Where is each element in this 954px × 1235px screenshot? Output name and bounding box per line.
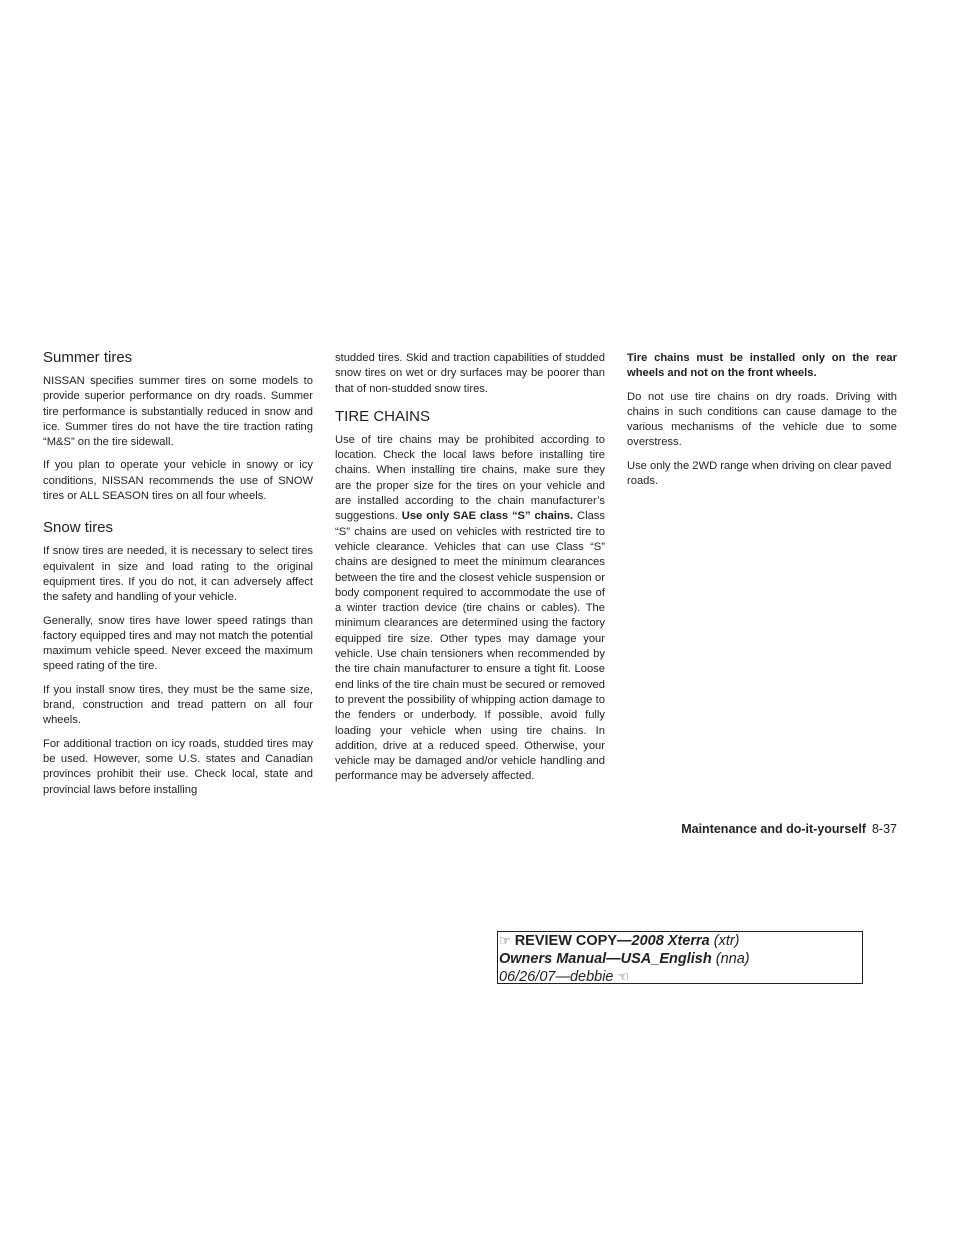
model-name: —2008 Xterra <box>617 933 710 949</box>
tire-chains-paragraph-2: Do not use tire chains on dry roads. Driving with chains in such conditions can cause damage to the various mechanisms of the vehicle due to some overstress. <box>627 390 897 449</box>
tire-chains-warning <box>627 351 897 382</box>
snow-tires-paragraph-3: If you install snow tires, they must be the same size, brand, construction and tread pattern on all four wheels. <box>43 683 313 727</box>
model-code: (xtr) <box>709 933 740 949</box>
manual-name: Owners Manual—USA_English <box>499 950 712 967</box>
tire-chains-text-b: Class “S” chains are used on vehicles with restricted tire to vehicle clearance. Vehicles that can use Class “S” chains are designed to meet the minimum clearances between the tire and the closest vehicle suspension or body component required to accommodate the use of a winter traction device (tire chains or cables). The minimum clearances are determined using the factory equipped tire size. Other types may damage your vehicle. Use chain tensioners when recommended by the tire chain manufacturer to ensure a tight fit. Loose end links of the tire chain must be secured or removed to prevent the possibility of whipping action damage to the fenders or underbody. If possible, avoid fully loading your vehicle when using tire chains. In addition, drive at a reduced speed. Otherwise, your vehicle may be damaged and/or vehicle handling and performance may be adversely affected. <box>335 510 605 783</box>
snow-tires-paragraph-4-continued: studded tires. Skid and traction capabilities of studded snow tires on wet or dry surfaces may be poorer than that of non-studded snow tires. <box>335 352 605 395</box>
review-copy-label: REVIEW COPY <box>514 933 618 949</box>
snow-tires-heading: Snow tires <box>43 519 114 537</box>
summer-tires-paragraph-2: If you plan to operate your vehicle in snowy or icy conditions, NISSAN recommends the use of SNOW tires or ALL SEASON tires on all four wheels. <box>43 459 313 503</box>
summer-tires-paragraph-1: NISSAN specifies summer tires on some models to provide superior performance on dry roads. Summer tire performance is substantially reduced in snow and ice. Summer tires do not have the tire traction rating “M&S” on the tire sidewall. <box>43 375 313 449</box>
pointing-hand-right-icon: ☞ <box>499 933 511 948</box>
summer-tires-heading: Summer tires <box>43 349 133 366</box>
pointing-hand-left-icon: ☜ <box>617 969 630 984</box>
tire-chains-paragraph-1 <box>335 433 605 785</box>
manual-code: (nna) <box>711 950 750 967</box>
snow-tires-paragraph-2: Generally, snow tires have lower speed ratings than factory equipped tires and may not match the potential maximum vehicle speed. Never exceed the maximum speed rating of the tire. <box>43 614 313 673</box>
review-line-2 <box>499 951 862 969</box>
page-number: 8-37 <box>871 822 897 836</box>
tire-chains-text-a: Use of tire chains may be prohibited according to location. Check the local laws before installing tire chains. When installing tire chains, make sure they are the proper size for the tires on your vehicle and are installed according to the chain manufacturer’s suggestions. <box>335 433 605 523</box>
column-1 <box>43 348 313 806</box>
snow-tires-paragraph-1: If snow tires are needed, it is necessary to select tires equivalent in size and load rating to the original equipment tires. If you do not, it can adversely affect the safety and handling of your vehicle. <box>43 545 313 604</box>
review-line-1 <box>499 932 862 951</box>
footer-section-title: Maintenance and do-it-yourself <box>681 822 866 836</box>
column-3 <box>627 348 897 497</box>
tire-chains-heading: TIRE CHAINS <box>335 407 431 425</box>
page-footer <box>627 822 897 836</box>
tire-chains-warning-text: Tire chains must be installed only on the rear wheels and not on the front wheels. <box>627 352 897 380</box>
snow-tires-paragraph-4: For additional traction on icy roads, studded tires may be used. However, some U.S. states and Canadian provinces prohibit their use. Check local, state and provincial laws before installing <box>43 737 313 796</box>
review-line-3 <box>499 968 862 987</box>
tire-chains-paragraph-3: Use only the 2WD range when driving on clear paved roads. <box>627 459 892 488</box>
column-2 <box>335 348 605 793</box>
sae-class-s-emphasis: Use only SAE class “S” chains. <box>401 510 574 523</box>
review-date-author: 06/26/07—debbie <box>499 969 614 985</box>
review-copy-box <box>497 931 863 984</box>
